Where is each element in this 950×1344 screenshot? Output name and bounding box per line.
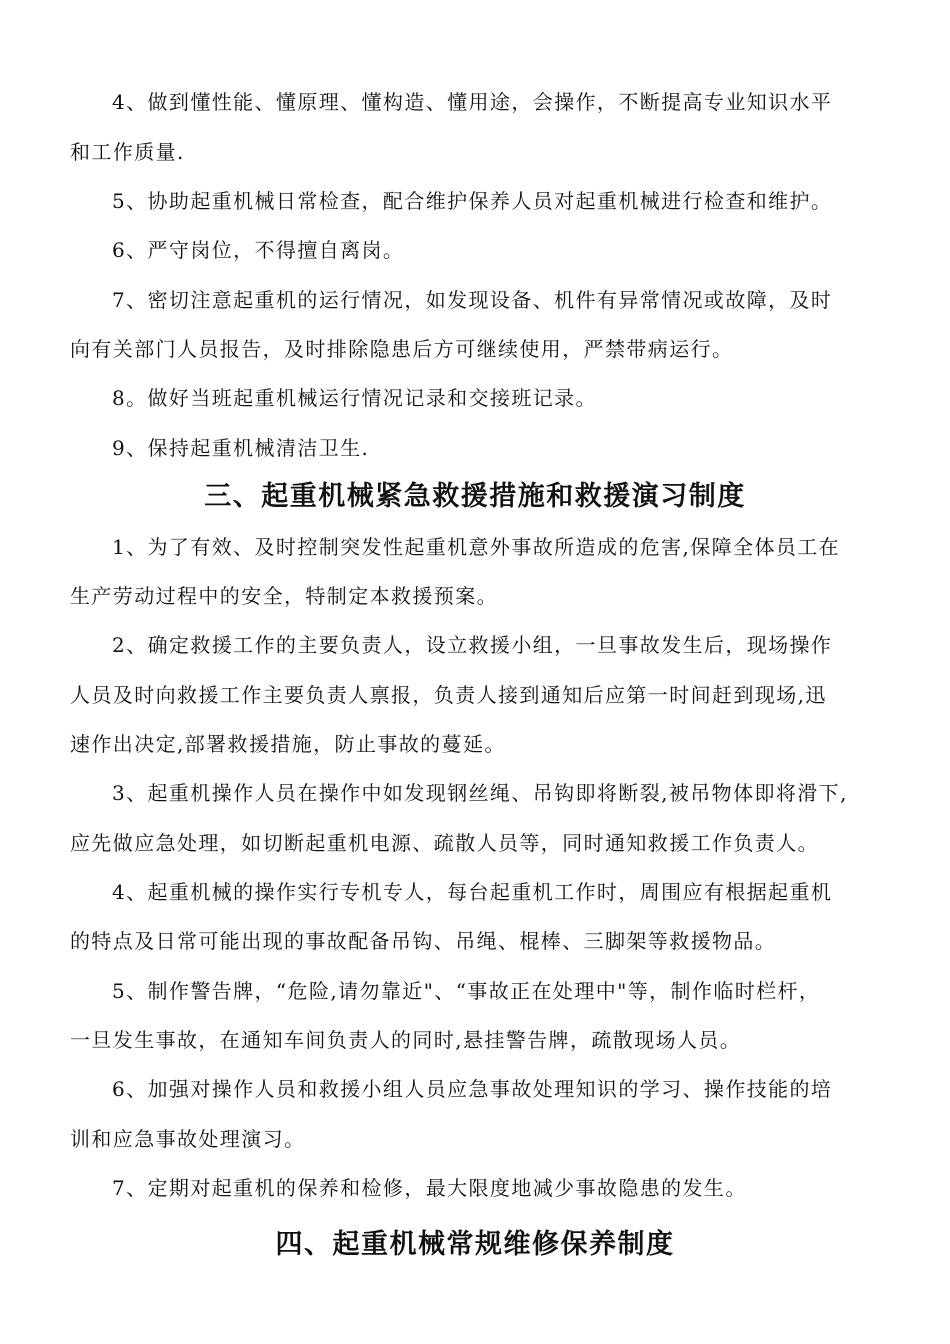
paragraph-line: 训和应急事故处理演习。 — [70, 1127, 306, 1151]
paragraph-line: 5、协助起重机械日常检查，配合维护保养人员对起重机械进行检查和维护。 — [112, 189, 833, 213]
section-heading: 三、起重机械紧急救援措施和救援演习制度 — [204, 481, 746, 512]
paragraph-line: 2、确定救援工作的主要负责人，设立救援小组，一旦事故发生后，现场操作 — [112, 633, 833, 657]
paragraph-line: 8。做好当班起重机械运行情况记录和交接班记录。 — [112, 386, 597, 410]
section-heading: 四、起重机械常规维修保养制度 — [275, 1229, 675, 1260]
paragraph-line: 6、加强对操作人员和救援小组人员应急事故处理知识的学习、操作技能的培 — [112, 1077, 833, 1101]
paragraph-line: 4、起重机械的操作实行专机专人，每台起重机工作时，周围应有根据起重机 — [112, 880, 833, 904]
paragraph-line: 3、起重机操作人员在操作中如发现钢丝绳、吊钩即将断裂,被吊物体即将滑下, — [112, 781, 848, 805]
paragraph-line: 5、制作警告牌，“危险,请勿靠近"、“事故正在处理中"等，制作临时栏杆， — [112, 979, 821, 1003]
paragraph-line: 7、密切注意起重机的运行情况，如发现设备、机件有异常情况或故障，及时 — [112, 288, 833, 312]
paragraph-line: 人员及时向救援工作主要负责人禀报，负责人接到通知后应第一时间赶到现场,迅 — [70, 683, 827, 707]
paragraph-line: 1、为了有效、及时控制突发性起重机意外事故所造成的危害,保障全体员工在 — [112, 535, 841, 559]
paragraph-line: 和工作质量. — [70, 140, 185, 164]
paragraph-line: 6、严守岗位，不得擅自离岗。 — [112, 238, 405, 262]
paragraph-line: 4、做到懂性能、懂原理、懂构造、懂用途，会操作，不断提高专业知识水平 — [112, 90, 833, 114]
paragraph-line: 一旦发生事故，在通知车间负责人的同时,悬挂警告牌，疏散现场人员。 — [70, 1028, 742, 1052]
paragraph-line: 生产劳动过程中的安全，特制定本救援预案。 — [70, 584, 498, 608]
paragraph-line: 9、保持起重机械清洁卫生. — [112, 436, 370, 460]
paragraph-line: 速作出决定,部署救援措施，防止事故的蔓延。 — [70, 732, 506, 756]
paragraph-line: 向有关部门人员报告，及时排除隐患后方可继续使用，严禁带病运行。 — [70, 337, 734, 361]
paragraph-line: 应先做应急处理，如切断起重机电源、疏散人员等，同时通知救援工作负责人。 — [70, 831, 819, 855]
paragraph-line: 7、定期对起重机的保养和检修，最大限度地减少事故隐患的发生。 — [112, 1176, 747, 1200]
paragraph-line: 的特点及日常可能出现的事故配备吊钩、吊绳、棍棒、三脚架等救援物品。 — [70, 929, 777, 953]
